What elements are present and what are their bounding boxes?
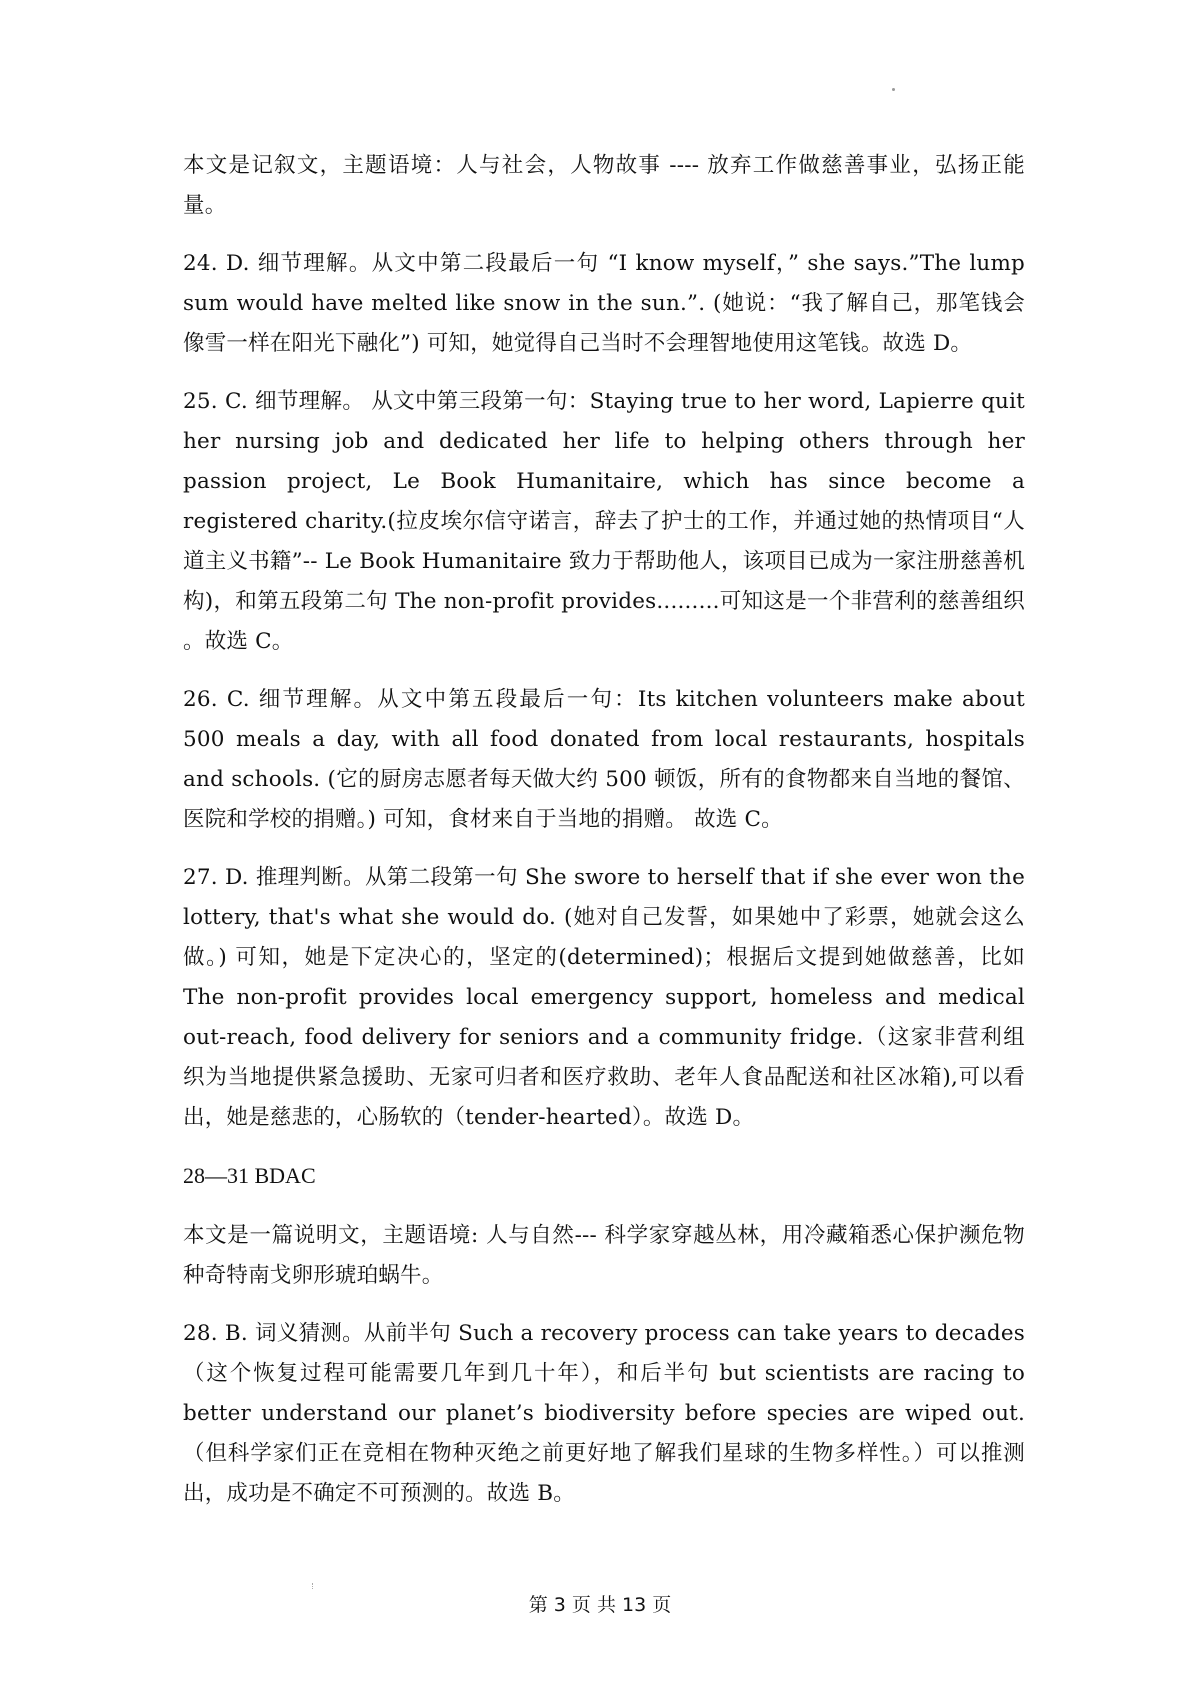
page-number: 第 3 页 共 13 页 <box>528 1594 672 1616</box>
intro-paragraph: 本文是记叙文，主题语境：人与社会，人物故事 ---- 放弃工作做慈善事业，弘扬正能量。 <box>183 153 1025 218</box>
scan-speck <box>892 88 895 91</box>
answer-explanation-27: 27. D. 推理判断。从第二段第一句 She swore to herself that if she ever won the lottery, that's what she would do. (她对自己发誓，如果她中了彩票，她就会这么做。) 可知，她是下定决心的，坚定的(determined)；根据后文提到她做慈善，比如 The non-profit provides local emergency support, homeless and medical out-reach, food delivery for seniors and a community fridge.（这家非营利组织为当地提供紧急援助、无家可归者和医疗救助、老年人食品配送和社区冰箱),可以看出，她是慈悲的，心肠软的（tender-hearted）。故选 D。 <box>183 865 1025 1130</box>
document-body <box>183 146 1025 1532</box>
answer-explanation-26: 26. C. 细节理解。从文中第五段最后一句：Its kitchen volunteers make about 500 meals a day, with all food donated from local restaurants, hospitals and schools. (它的厨房志愿者每天做大约 500 顿饭，所有的食物都来自当地的餐馆、医院和学校的捐赠。) 可知，食材来自于当地的捐赠。 故选 C。 <box>183 687 1025 832</box>
intro-paragraph-2: 本文是一篇说明文，主题语境: 人与自然--- 科学家穿越丛林，用冷藏箱悉心保护濒危物种奇特南戈卵形琥珀蜗牛。 <box>183 1223 1025 1288</box>
scan-mark <box>312 1583 315 1589</box>
answer-explanation-24: 24. D. 细节理解。从文中第二段最后一句 “I know myself，” she says.”The lump sum would have melted like snow in the sun.”. (她说：“我了解自己，那笔钱会像雪一样在阳光下融化”) 可知，她觉得自己当时不会理智地使用这笔钱。故选 D。 <box>183 251 1025 356</box>
answer-explanation-28: 28. B. 词义猜测。从前半句 Such a recovery process can take years to decades（这个恢复过程可能需要几年到几十年），和后半句 but scientists are racing to better understand our planet’s biodiversity before species are wiped out.（但科学家们正在竞相在物种灭绝之前更好地了解我们星球的生物多样性。）可以推测出，成功是不确定不可预测的。故选 B。 <box>183 1321 1025 1506</box>
answer-key-28-31: 28—31 BDAC <box>183 1163 316 1188</box>
answer-explanation-25: 25. C. 细节理解。 从文中第三段第一句：Staying true to her word, Lapierre quit her nursing job and dedicated her life to helping others through her passion project, Le Book Humanitaire, which has since become a registered charity.(拉皮埃尔信守诺言，辞去了护士的工作，并通过她的热情项目“人道主义书籍”-- Le Book Humanitaire 致力于帮助他人，该项目已成为一家注册慈善机构)，和第五段第二句 The non-profit provides.........可知这是一个非营利的慈善组织 。故选 C。 <box>183 389 1025 654</box>
